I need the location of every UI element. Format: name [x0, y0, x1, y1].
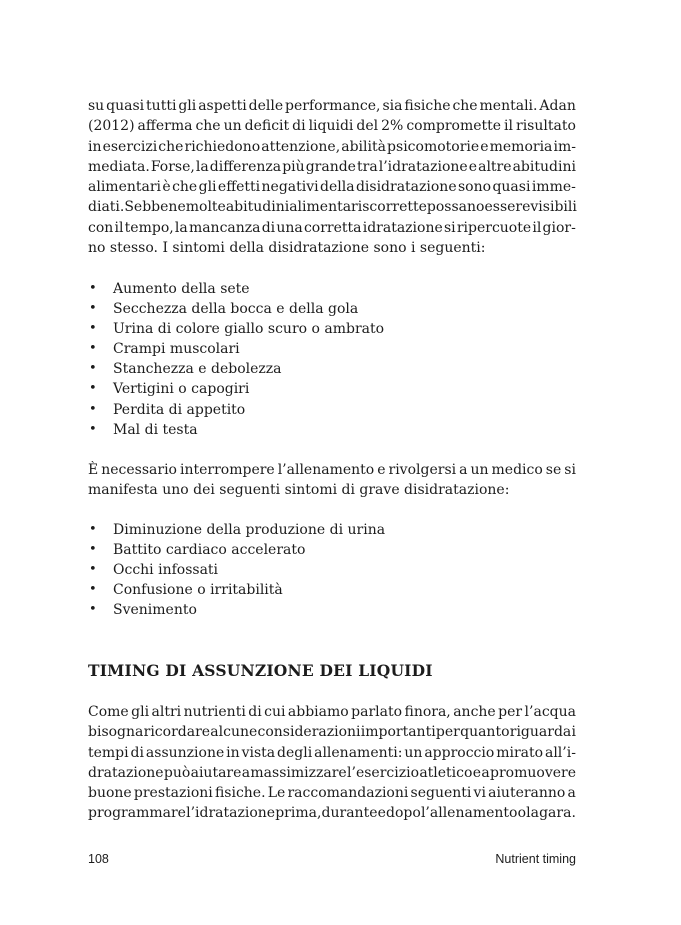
text-line: programmare l’idratazione prima, durante e dopo l’allenamento o la gara. — [88, 805, 576, 822]
bullet-icon: • — [89, 522, 97, 537]
list-item: • Aumento della sete — [88, 279, 576, 299]
bullet-icon: • — [89, 341, 97, 357]
text-line: diati. Sebbene molte abitudini alimentari scorrette possano essere visibili — [88, 199, 577, 216]
text-line: su quasi tutti gli aspetti delle performance, sia fisiche che mentali. Adan — [88, 98, 576, 114]
text-line: buone prestazioni fisiche. Le raccomandazioni seguenti vi aiuteranno a — [88, 785, 576, 802]
severe-symptoms-list — [88, 520, 576, 620]
bullet-icon: • — [89, 582, 97, 598]
page-number: 108 — [88, 852, 109, 866]
list-item: • Mal di testa — [88, 420, 576, 440]
bullet-icon: • — [89, 301, 97, 317]
list-item: • Diminuzione della produzione di urina — [88, 520, 576, 540]
list-item: • Secchezza della bocca e della gola — [88, 299, 576, 319]
list-item: • Confusione o irritabilità — [88, 580, 576, 600]
list-item: • Urina di colore giallo scuro o ambrato — [88, 319, 576, 339]
bullet-icon: • — [89, 361, 97, 377]
text-line: manifesta uno dei seguenti sintomi di grave disidratazione: — [88, 482, 510, 499]
text-line: (2012) afferma che un deficit di liquidi del 2% compromette il risultato — [88, 118, 576, 135]
text-line: tempi di assunzione in vista degli allenamenti: un approccio mirato all’i- — [88, 744, 576, 761]
list-item: • Svenimento — [88, 600, 576, 620]
list-item: • Perdita di appetito — [88, 400, 576, 420]
section-heading: TIMING DI ASSUNZIONE DEI LIQUIDI — [88, 661, 433, 680]
text-line: dratazione può aiutare a massimizzare l’esercizio atletico e a promuovere — [88, 764, 576, 781]
bullet-icon: • — [89, 381, 97, 397]
bullet-icon: • — [89, 562, 97, 578]
text-line: con il tempo, la mancanza di una corretta idratazione si ripercuote il gior- — [88, 219, 576, 236]
bullet-icon: • — [89, 401, 97, 417]
bullet-icon: • — [89, 281, 97, 296]
text-line: no stesso. I sintomi della disidratazione sono i seguenti: — [88, 240, 486, 257]
list-item: • Crampi muscolari — [88, 339, 576, 359]
text-line: bisogna ricordare alcune considerazioni importanti per quanto riguarda i — [88, 724, 576, 741]
paragraph-dehydration-effects — [88, 96, 576, 258]
list-item: • Occhi infossati — [88, 560, 576, 580]
text-line: mediata. Forse, la differenza più grande tra l’idratazione e altre abitudini — [88, 158, 576, 175]
list-item: • Stanchezza e debolezza — [88, 359, 576, 379]
symptoms-list — [88, 279, 576, 440]
bullet-icon: • — [89, 602, 97, 618]
bullet-icon: • — [89, 321, 97, 337]
paragraph-fluid-timing — [88, 702, 576, 824]
text-line: Come gli altri nutrienti di cui abbiamo parlato finora, anche per l’acqua — [88, 704, 576, 720]
list-item: • Battito cardiaco accelerato — [88, 540, 576, 560]
text-line: alimentari è che gli effetti negativi della disidratazione sono quasi imme- — [88, 179, 576, 196]
text-line: È necessario interrompere l’allenamento e rivolgersi a un medico se si — [88, 462, 576, 478]
bullet-icon: • — [89, 542, 97, 558]
running-title: Nutrient timing — [495, 852, 576, 866]
paragraph-medical-warning — [88, 460, 576, 501]
text-line: in esercizi che richiedono attenzione, abilità psicomotorie e memoria im- — [88, 138, 576, 155]
bullet-icon: • — [89, 421, 97, 437]
list-item: • Vertigini o capogiri — [88, 379, 576, 399]
